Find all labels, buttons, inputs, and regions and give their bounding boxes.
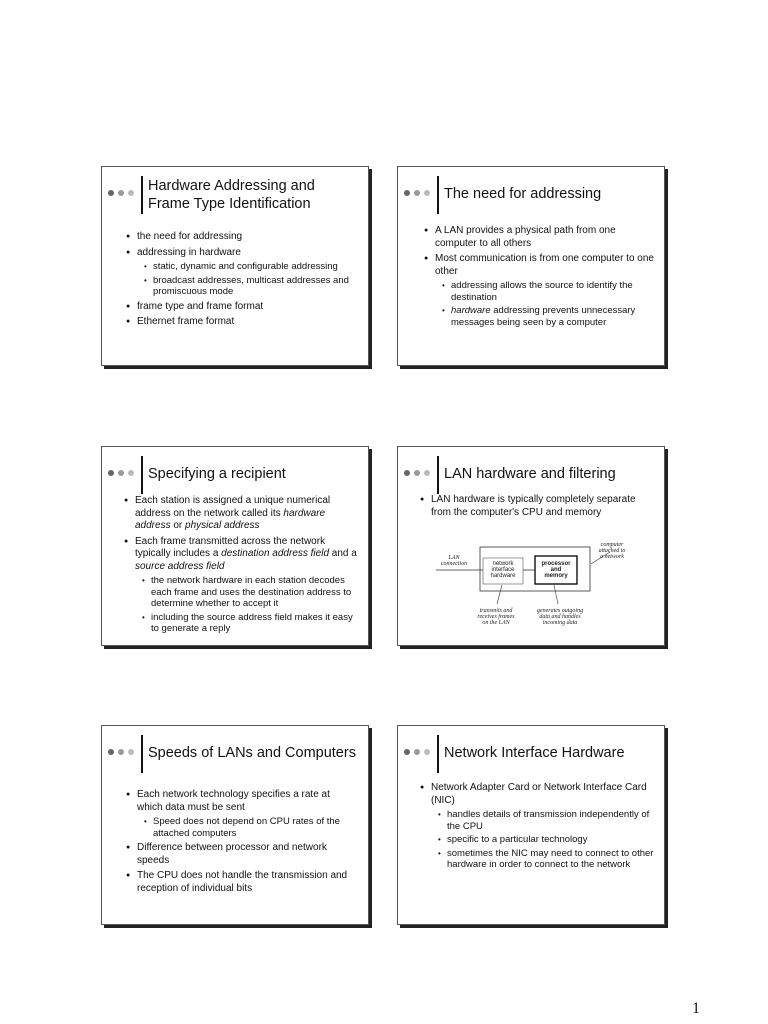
sub-bullet: • handles details of transmission independently of the CPU — [438, 809, 654, 832]
slide-dots-icon — [404, 190, 434, 200]
sub-bullet: • broadcast addresses, multicast addresses and promiscuous mode — [144, 275, 358, 298]
cpu-caption: generates outgoing data and handles incoming data — [536, 608, 584, 626]
sub-bullet: • static, dynamic and configurable addressing — [144, 261, 358, 273]
cpu-label: processor and memory — [541, 561, 571, 579]
slide-title: Specifying a recipient — [148, 466, 286, 482]
sub-bullet: • specific to a particular technology — [438, 834, 654, 846]
page-number: 1 — [692, 1000, 700, 1017]
title-divider — [141, 456, 143, 494]
slide-dots-icon — [108, 470, 138, 480]
slide-body — [420, 782, 654, 874]
slide-title: Speeds of LANs and Computers — [148, 745, 356, 761]
slide-need-for-addressing — [397, 166, 665, 366]
slide-body — [420, 494, 654, 522]
bullet: ● Each network technology specifies a rate at which data must be sent • Speed does not depend on CPU rates of the attached computers — [126, 789, 358, 839]
sub-bullet: • hardware addressing prevents unnecessary messages being seen by a computer — [442, 305, 654, 328]
bullet: ● Network Adapter Card or Network Interface Card (NIC) • handles details of transmission independently of the CPU • specific to a particular technology • sometimes the NIC may need to connect to other hardware in order to connect to the network — [420, 782, 654, 871]
lan-hardware-diagram — [398, 542, 666, 646]
slide-title: LAN hardware and filtering — [444, 466, 616, 482]
nic-caption-pointer — [497, 585, 502, 604]
nic-label: network interface hardware — [490, 561, 516, 579]
bullet: ● The CPU does not handle the transmission and reception of individual bits — [126, 870, 358, 895]
title-divider — [141, 735, 143, 773]
sub-bullet: • the network hardware in each station decodes each frame and uses the destination address to determine whether to accept it — [142, 575, 358, 610]
sub-bullet: • including the source address field makes it easy to generate a reply — [142, 612, 358, 635]
title-divider — [141, 176, 143, 214]
slide-title: Hardware Addressing and Frame Type Identification — [148, 178, 315, 212]
bullet: ● addressing in hardware • static, dynamic and configurable addressing • broadcast addresses, multicast addresses and promiscuous mode — [126, 247, 358, 298]
slide-network-interface-hardware — [397, 725, 665, 925]
slide-specifying-recipient — [101, 446, 369, 646]
slide-dots-icon — [108, 190, 138, 200]
title-divider — [437, 735, 439, 773]
slide-title: Network Interface Hardware — [444, 745, 625, 761]
slide-title: The need for addressing — [444, 186, 602, 202]
sub-bullet: • Speed does not depend on CPU rates of the attached computers — [144, 816, 358, 839]
slide-body — [124, 495, 358, 638]
bullet: ● LAN hardware is typically completely separate from the computer's CPU and memory — [420, 494, 654, 519]
nic-caption: transmits and receives frames on the LAN — [477, 608, 515, 626]
bullet: ● frame type and frame format — [126, 301, 358, 314]
bullet: ● Each frame transmitted across the network typically includes a destination address field and a source address field • the network hardware in each station decodes each frame and uses the destination address to determine whether to accept it • including the source address field makes it easy to generate a reply — [124, 536, 358, 635]
bullet: ● A LAN provides a physical path from one computer to all others — [424, 225, 654, 250]
title-divider — [437, 456, 439, 494]
slide-body — [424, 225, 654, 331]
bullet: ● Each station is assigned a unique numerical address on the network called its hardware address or physical address — [124, 495, 358, 533]
bullet: ● the need for addressing — [126, 231, 358, 244]
slide-lan-hardware-filtering — [397, 446, 665, 646]
title-divider — [437, 176, 439, 214]
slide-body — [126, 789, 358, 898]
slide-speeds-of-lans — [101, 725, 369, 925]
sub-bullet: • addressing allows the source to identify the destination — [442, 280, 654, 303]
slide-dots-icon — [404, 749, 434, 759]
slide-dots-icon — [108, 749, 138, 759]
bullet: ● Ethernet frame format — [126, 316, 358, 329]
lan-connection-label: LAN connection — [440, 555, 468, 567]
bullet: ● Difference between processor and network speeds — [126, 842, 358, 867]
slide-body — [126, 231, 358, 332]
cpu-caption-pointer — [554, 585, 558, 604]
computer-label: computer attached to a network — [598, 542, 626, 560]
slide-dots-icon — [404, 470, 434, 480]
sub-bullet: • sometimes the NIC may need to connect to other hardware in order to connect to the network — [438, 848, 654, 871]
bullet: ● Most communication is from one computer to one other • addressing allows the source to identify the destination • hardware addressing prevents unnecessary messages being seen by a computer — [424, 253, 654, 328]
slide-hardware-addressing — [101, 166, 369, 366]
